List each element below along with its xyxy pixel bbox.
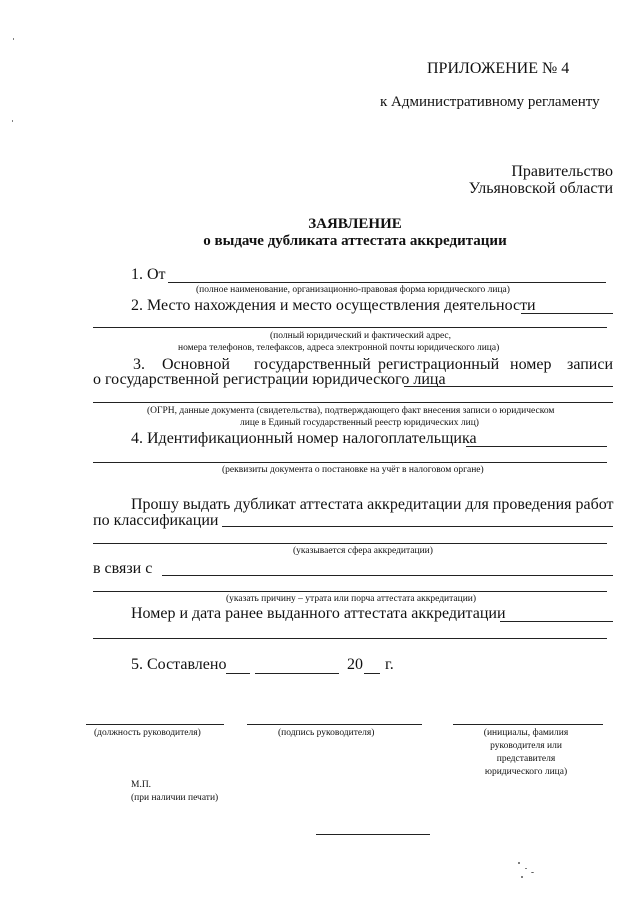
reason-hint: (указать причину – утрата или порча аттестата аккредитации) [226, 594, 477, 604]
section-3-hint-1: (ОГРН, данные документа (свидетельства), подтверждающего факт внесения записи о юридическом [147, 406, 555, 416]
section-3-field-a[interactable] [404, 386, 613, 387]
bottom-rule [316, 834, 430, 835]
addressee-line-2: Ульяновской области [468, 180, 613, 197]
addressee-line-1: Правительство [511, 163, 613, 180]
reason-field-a[interactable] [162, 575, 613, 576]
section-3-word-5: номер [510, 356, 552, 373]
section-4-field-b[interactable] [93, 462, 607, 463]
section-1-hint: (полное наименование, организационно-правовая форма юридического лица) [196, 285, 510, 295]
section-2-hint-2: номера телефонов, телефаксов, адреса электронной почты юридического лица) [178, 343, 500, 353]
previous-certificate-field-a[interactable] [500, 621, 613, 622]
position-hint: (должность руководителя) [94, 728, 201, 738]
scan-speck [525, 868, 527, 869]
document-subtitle: о выдаче дубликата аттестата аккредитации [203, 233, 507, 249]
initials-hint-4: юридического лица) [484, 767, 568, 777]
section-3-word-2: Основной [162, 356, 230, 373]
section-3-line-2: о государственной регистрации юридического лица [93, 371, 446, 388]
section-1-field[interactable] [168, 282, 606, 283]
classification-hint: (указывается сфера аккредитации) [293, 546, 433, 556]
document-title: ЗАЯВЛЕНИЕ [308, 216, 402, 232]
initials-hint-3: представителя [496, 754, 556, 764]
stamp-hint: (при наличии печати) [131, 793, 219, 803]
section-1-label: 1. От [131, 266, 166, 283]
position-field[interactable] [86, 724, 224, 725]
section-2-label: 2. Место нахождения и место осуществления деятельности [131, 297, 536, 314]
regulation-ref: к Административному регламенту [380, 94, 600, 110]
section-3-field-b[interactable] [93, 402, 613, 403]
section-2-hint-1: (полный юридический и фактический адрес, [270, 331, 452, 341]
year-suffix: г. [385, 656, 394, 673]
previous-certificate-label: Номер и дата ранее выданного аттестата аккредитации [131, 605, 506, 622]
previous-certificate-field-b[interactable] [93, 638, 607, 639]
section-3-word-6: записи [567, 356, 613, 373]
scan-speck [12, 120, 13, 122]
scan-speck [13, 38, 14, 40]
stamp-label: М.П. [131, 780, 152, 790]
section-3-word-1: 3. [133, 356, 145, 373]
section-3-hint-2: лице в Единый государственный реестр юридических лиц) [240, 418, 479, 428]
initials-hint-1: (инициалы, фамилия [483, 728, 569, 738]
reason-field-b[interactable] [93, 591, 607, 592]
section-2-field-a[interactable] [521, 313, 613, 314]
scan-speck [531, 872, 534, 873]
scan-speck [521, 876, 523, 878]
reason-label: в связи с [93, 560, 153, 577]
section-3-word-4: регистрационный [378, 356, 500, 373]
classification-field-a[interactable] [222, 526, 613, 527]
section-4-field-a[interactable] [466, 446, 607, 447]
initials-field[interactable] [453, 724, 603, 725]
section-3-word-3: государственный [254, 356, 371, 373]
day-field[interactable] [226, 673, 250, 674]
request-line-1: Прошу выдать дубликат аттестата аккредитации для проведения работ [131, 496, 614, 513]
scan-speck [518, 862, 520, 864]
section-4-hint: (реквизиты документа о постановке на учёт в налоговом органе) [222, 465, 484, 475]
appendix-label: ПРИЛОЖЕНИЕ № 4 [427, 60, 570, 77]
request-line-2: по классификации [93, 512, 219, 529]
signature-hint: (подпись руководителя) [278, 728, 375, 738]
section-5-label: 5. Составлено [131, 656, 227, 673]
section-2-field-b[interactable] [93, 327, 607, 328]
signature-field[interactable] [247, 724, 422, 725]
classification-field-b[interactable] [93, 543, 607, 544]
initials-hint-2: руководителя или [490, 741, 562, 751]
year-prefix: 20 [347, 656, 363, 673]
month-field[interactable] [255, 673, 339, 674]
section-4-label: 4. Идентификационный номер налогоплательщика [131, 430, 477, 447]
year-field[interactable] [364, 673, 380, 674]
